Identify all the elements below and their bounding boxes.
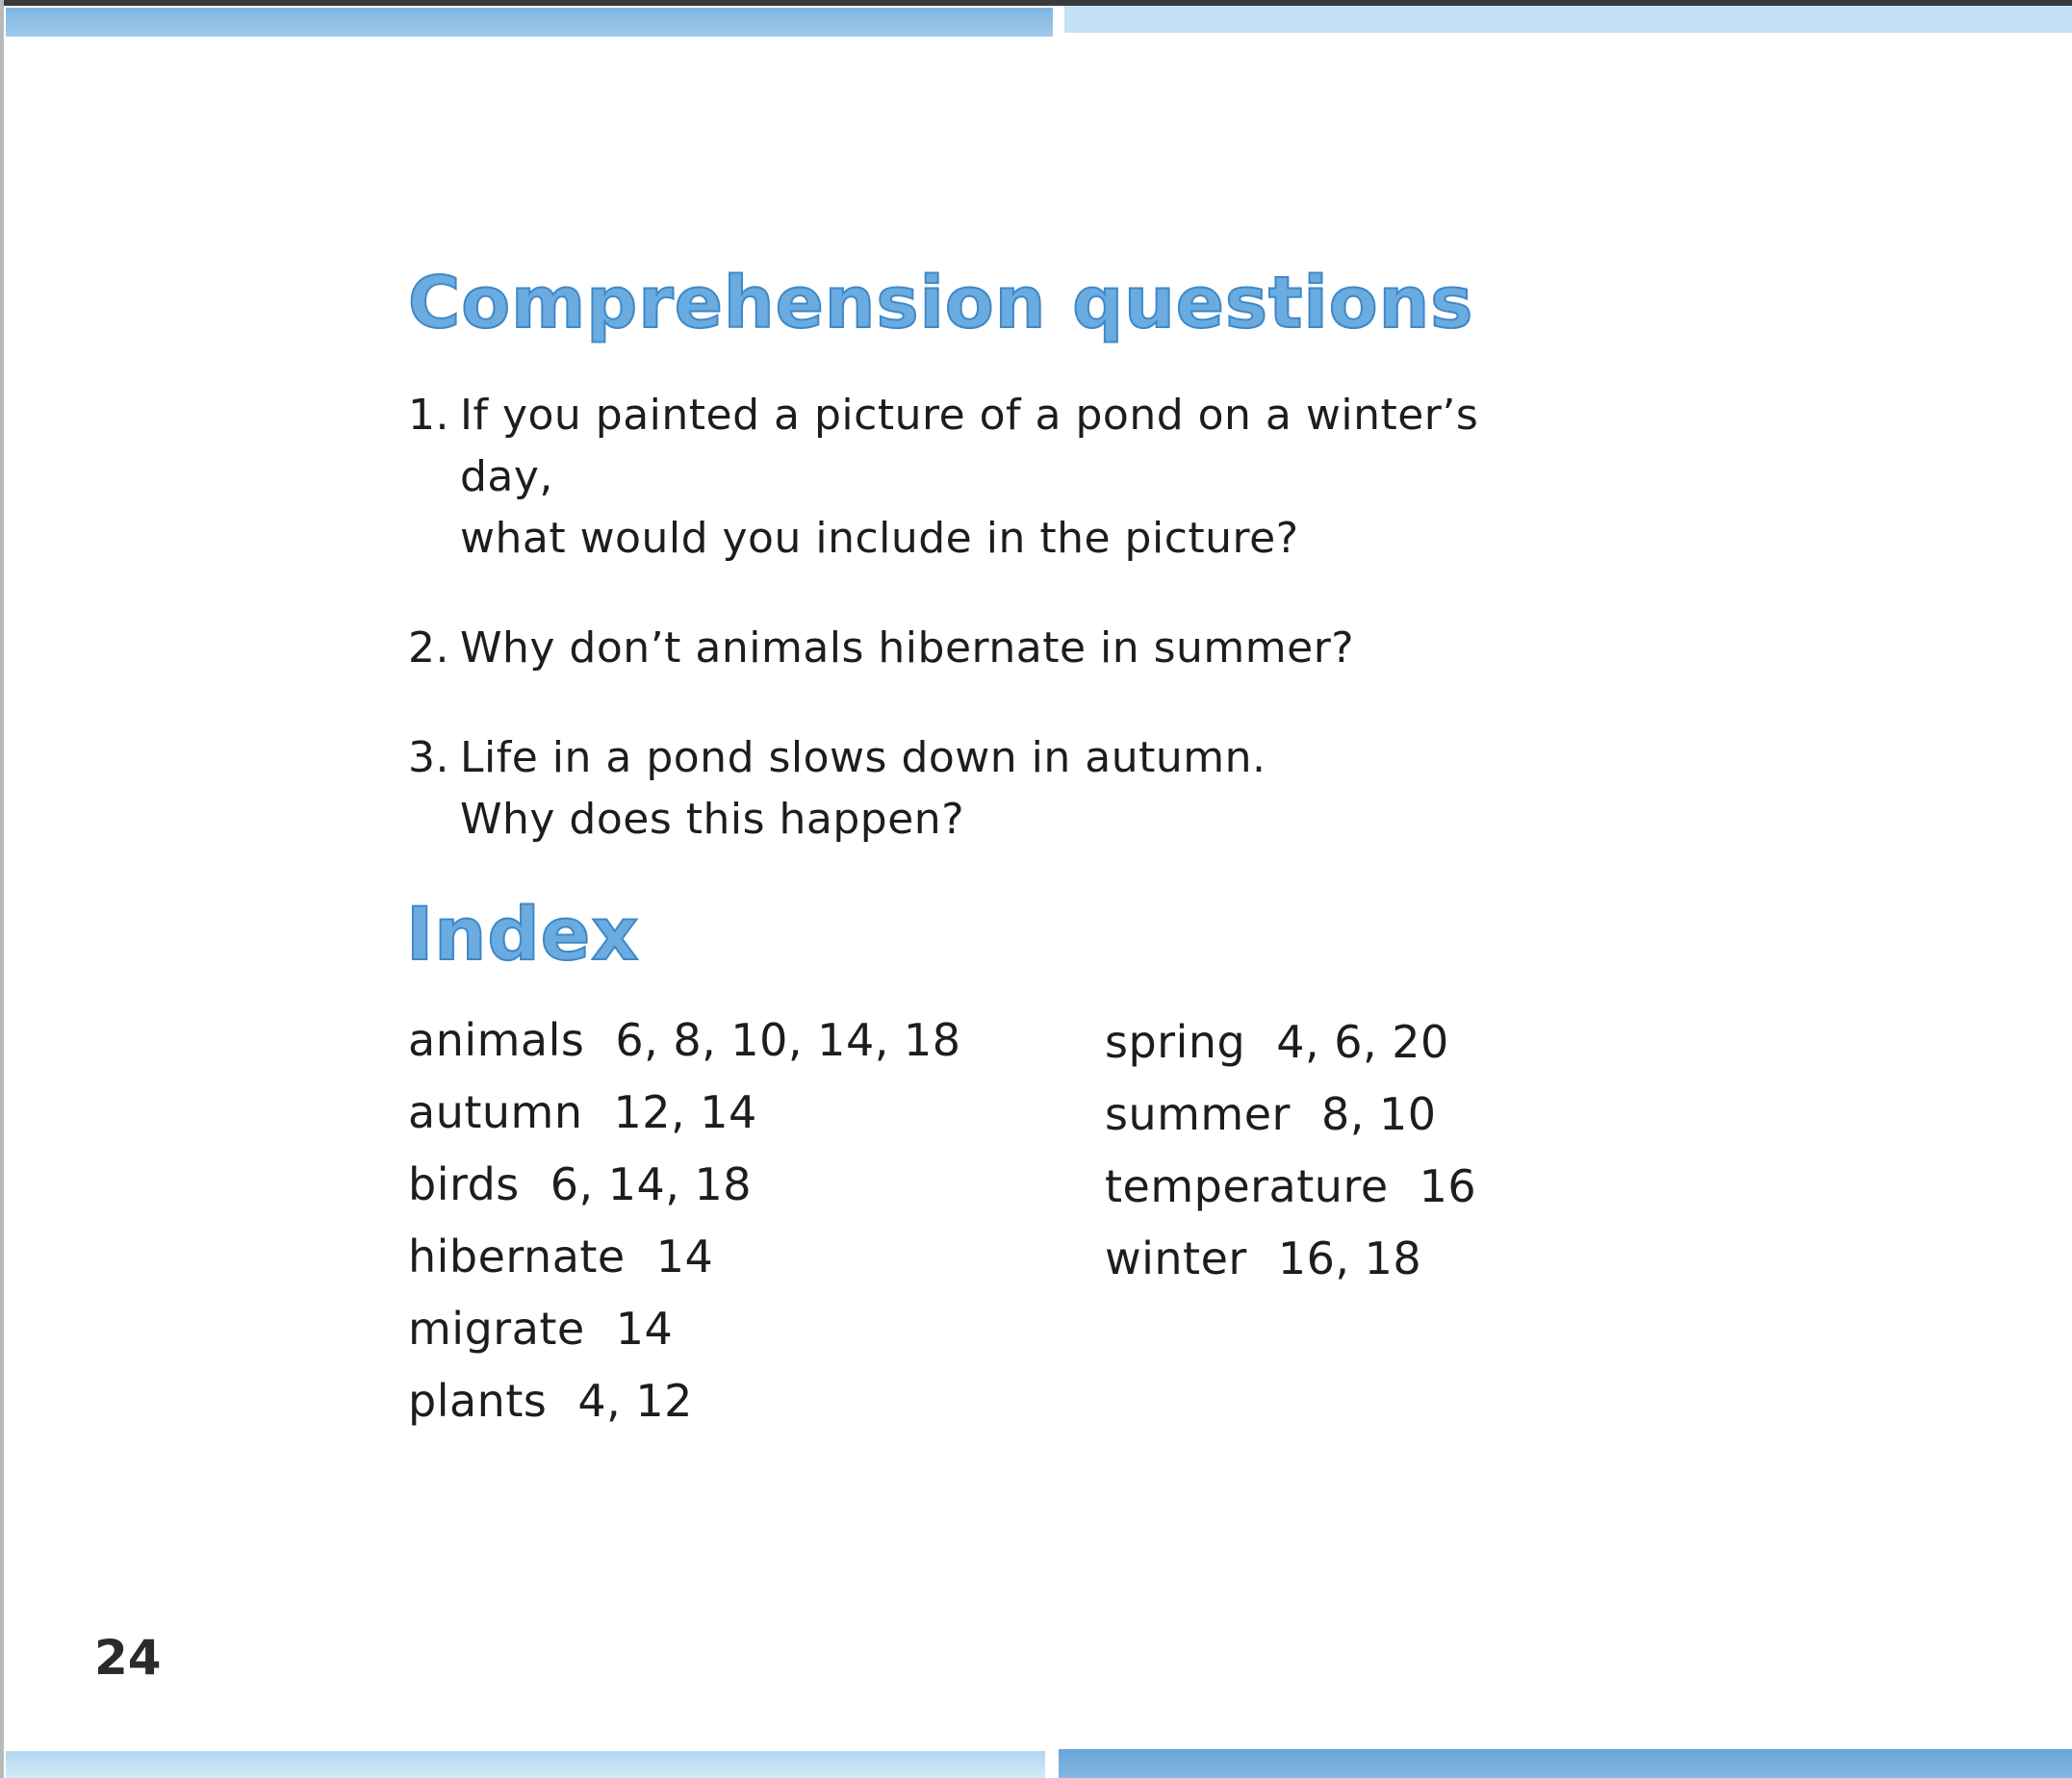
index-entry xyxy=(1105,1223,1476,1295)
question-item xyxy=(408,727,1563,851)
index-term: plants xyxy=(408,1375,548,1427)
index-pages: 16 xyxy=(1419,1160,1477,1212)
index-pages: 4, 12 xyxy=(577,1375,693,1427)
index-term: hibernate xyxy=(408,1231,626,1283)
bottom-band-left xyxy=(6,1751,1045,1778)
index-term: migrate xyxy=(408,1303,585,1355)
top-band-right xyxy=(1064,6,2072,33)
index-entry xyxy=(408,1221,960,1293)
index-entry xyxy=(1105,1151,1476,1223)
index-entry xyxy=(408,1077,960,1149)
comprehension-heading: Comprehension questions xyxy=(408,262,1474,344)
index-entry xyxy=(408,1293,960,1365)
index-term: birds xyxy=(408,1158,520,1210)
question-number: 3. xyxy=(408,733,449,782)
question-text: Life in a pond slows down in autumn. Why does this happen? xyxy=(460,733,1266,844)
index-pages: 14 xyxy=(615,1303,674,1355)
question-item xyxy=(408,385,1563,570)
index-entry xyxy=(1105,1006,1476,1079)
index-entry xyxy=(408,1004,960,1077)
question-list xyxy=(408,385,1563,899)
question-text: Why don’t animals hibernate in summer? xyxy=(460,623,1355,673)
page-edge-left xyxy=(0,0,4,1778)
index-pages: 6, 14, 18 xyxy=(550,1158,753,1210)
index-pages: 12, 14 xyxy=(613,1086,757,1138)
index-pages: 4, 6, 20 xyxy=(1276,1016,1449,1068)
question-number: 2. xyxy=(408,623,449,673)
index-entry xyxy=(408,1365,960,1437)
index-term: animals xyxy=(408,1014,585,1066)
top-band-left xyxy=(6,8,1053,37)
question-text: If you painted a picture of a pond on a winter’s day, what would you include in the picture? xyxy=(460,391,1479,563)
index-entry xyxy=(408,1149,960,1221)
index-pages: 6, 8, 10, 14, 18 xyxy=(615,1014,961,1066)
index-term: winter xyxy=(1105,1232,1247,1284)
index-term: autumn xyxy=(408,1086,583,1138)
index-term: spring xyxy=(1105,1016,1246,1068)
index-entry xyxy=(1105,1079,1476,1151)
index-column-right xyxy=(1105,1006,1476,1295)
index-pages: 16, 18 xyxy=(1277,1232,1422,1284)
question-item xyxy=(408,618,1563,679)
index-column-left xyxy=(408,1004,960,1437)
page-number: 24 xyxy=(94,1630,162,1686)
index-pages: 8, 10 xyxy=(1320,1088,1437,1140)
question-number: 1. xyxy=(408,391,449,440)
index-term: summer xyxy=(1105,1088,1291,1140)
bottom-band-right xyxy=(1059,1749,2072,1778)
index-pages: 14 xyxy=(655,1231,714,1283)
index-heading: Index xyxy=(406,891,640,977)
index-term: temperature xyxy=(1105,1160,1389,1212)
